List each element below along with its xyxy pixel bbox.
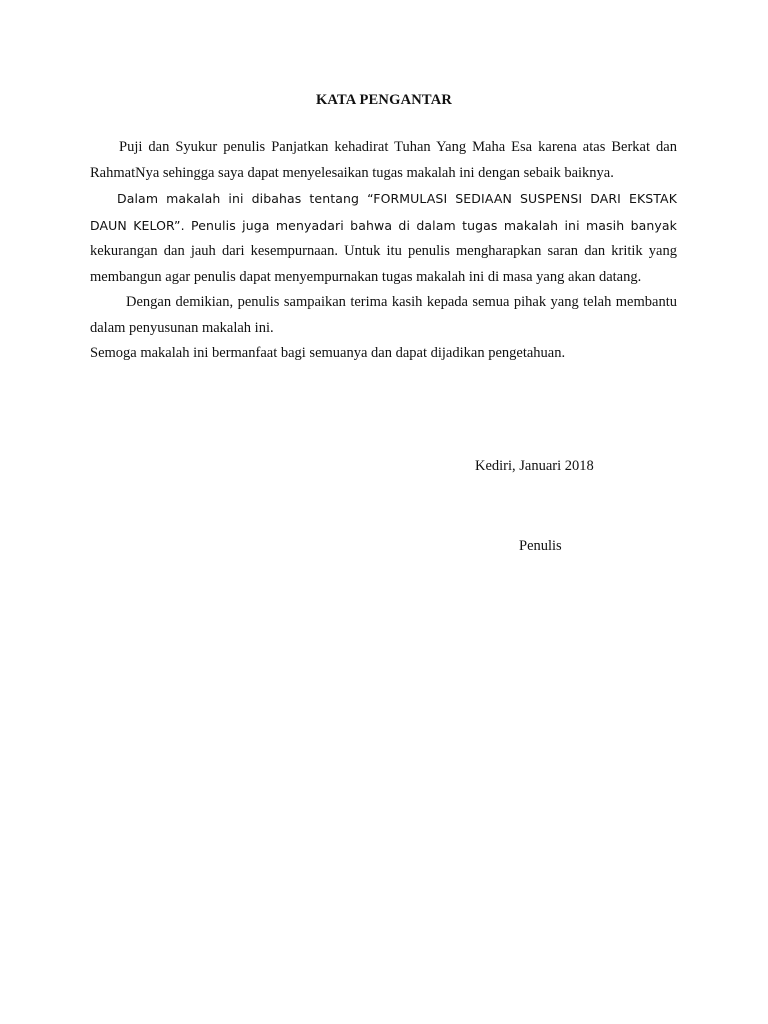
- paragraph-opening: Puji dan Syukur penulis Panjatkan kehadirat Tuhan Yang Maha Esa karena atas Berkat dan RahmatNya sehingga saya dapat menyelesaikan tugas makalah ini dengan sebaik baiknya.: [90, 139, 677, 181]
- paragraph-closing: Semoga makalah ini bermanfaat bagi semuanya dan dapat dijadikan pengetahuan.: [90, 345, 566, 361]
- place-date: Kediri, Januari 2018: [475, 458, 594, 474]
- paragraph-thanks: Dengan demikian, penulis sampaikan terima kasih kepada semua pihak yang telah membantu dalam penyusunan makalah ini.: [90, 294, 677, 336]
- paragraph-topic: [90, 186, 677, 290]
- author-signature: Penulis: [519, 538, 562, 554]
- paragraph-topic-rest: kekurangan dan jauh dari kesempurnaan. Untuk itu penulis mengharapkan saran dan kritik yang membangun agar penulis dapat menyempurnakan tugas makalah ini di masa yang akan datang.: [90, 243, 677, 285]
- page-title: KATA PENGANTAR: [315, 92, 453, 108]
- paragraph-topic-lead: Dalam makalah ini dibahas tentang “FORMULASI SEDIAAN SUSPENSI DARI EKSTAK DAUN KELOR”. Penulis juga menyadari bahwa di dalam tugas makalah ini masih banyak: [90, 191, 677, 233]
- document-body: [90, 135, 677, 367]
